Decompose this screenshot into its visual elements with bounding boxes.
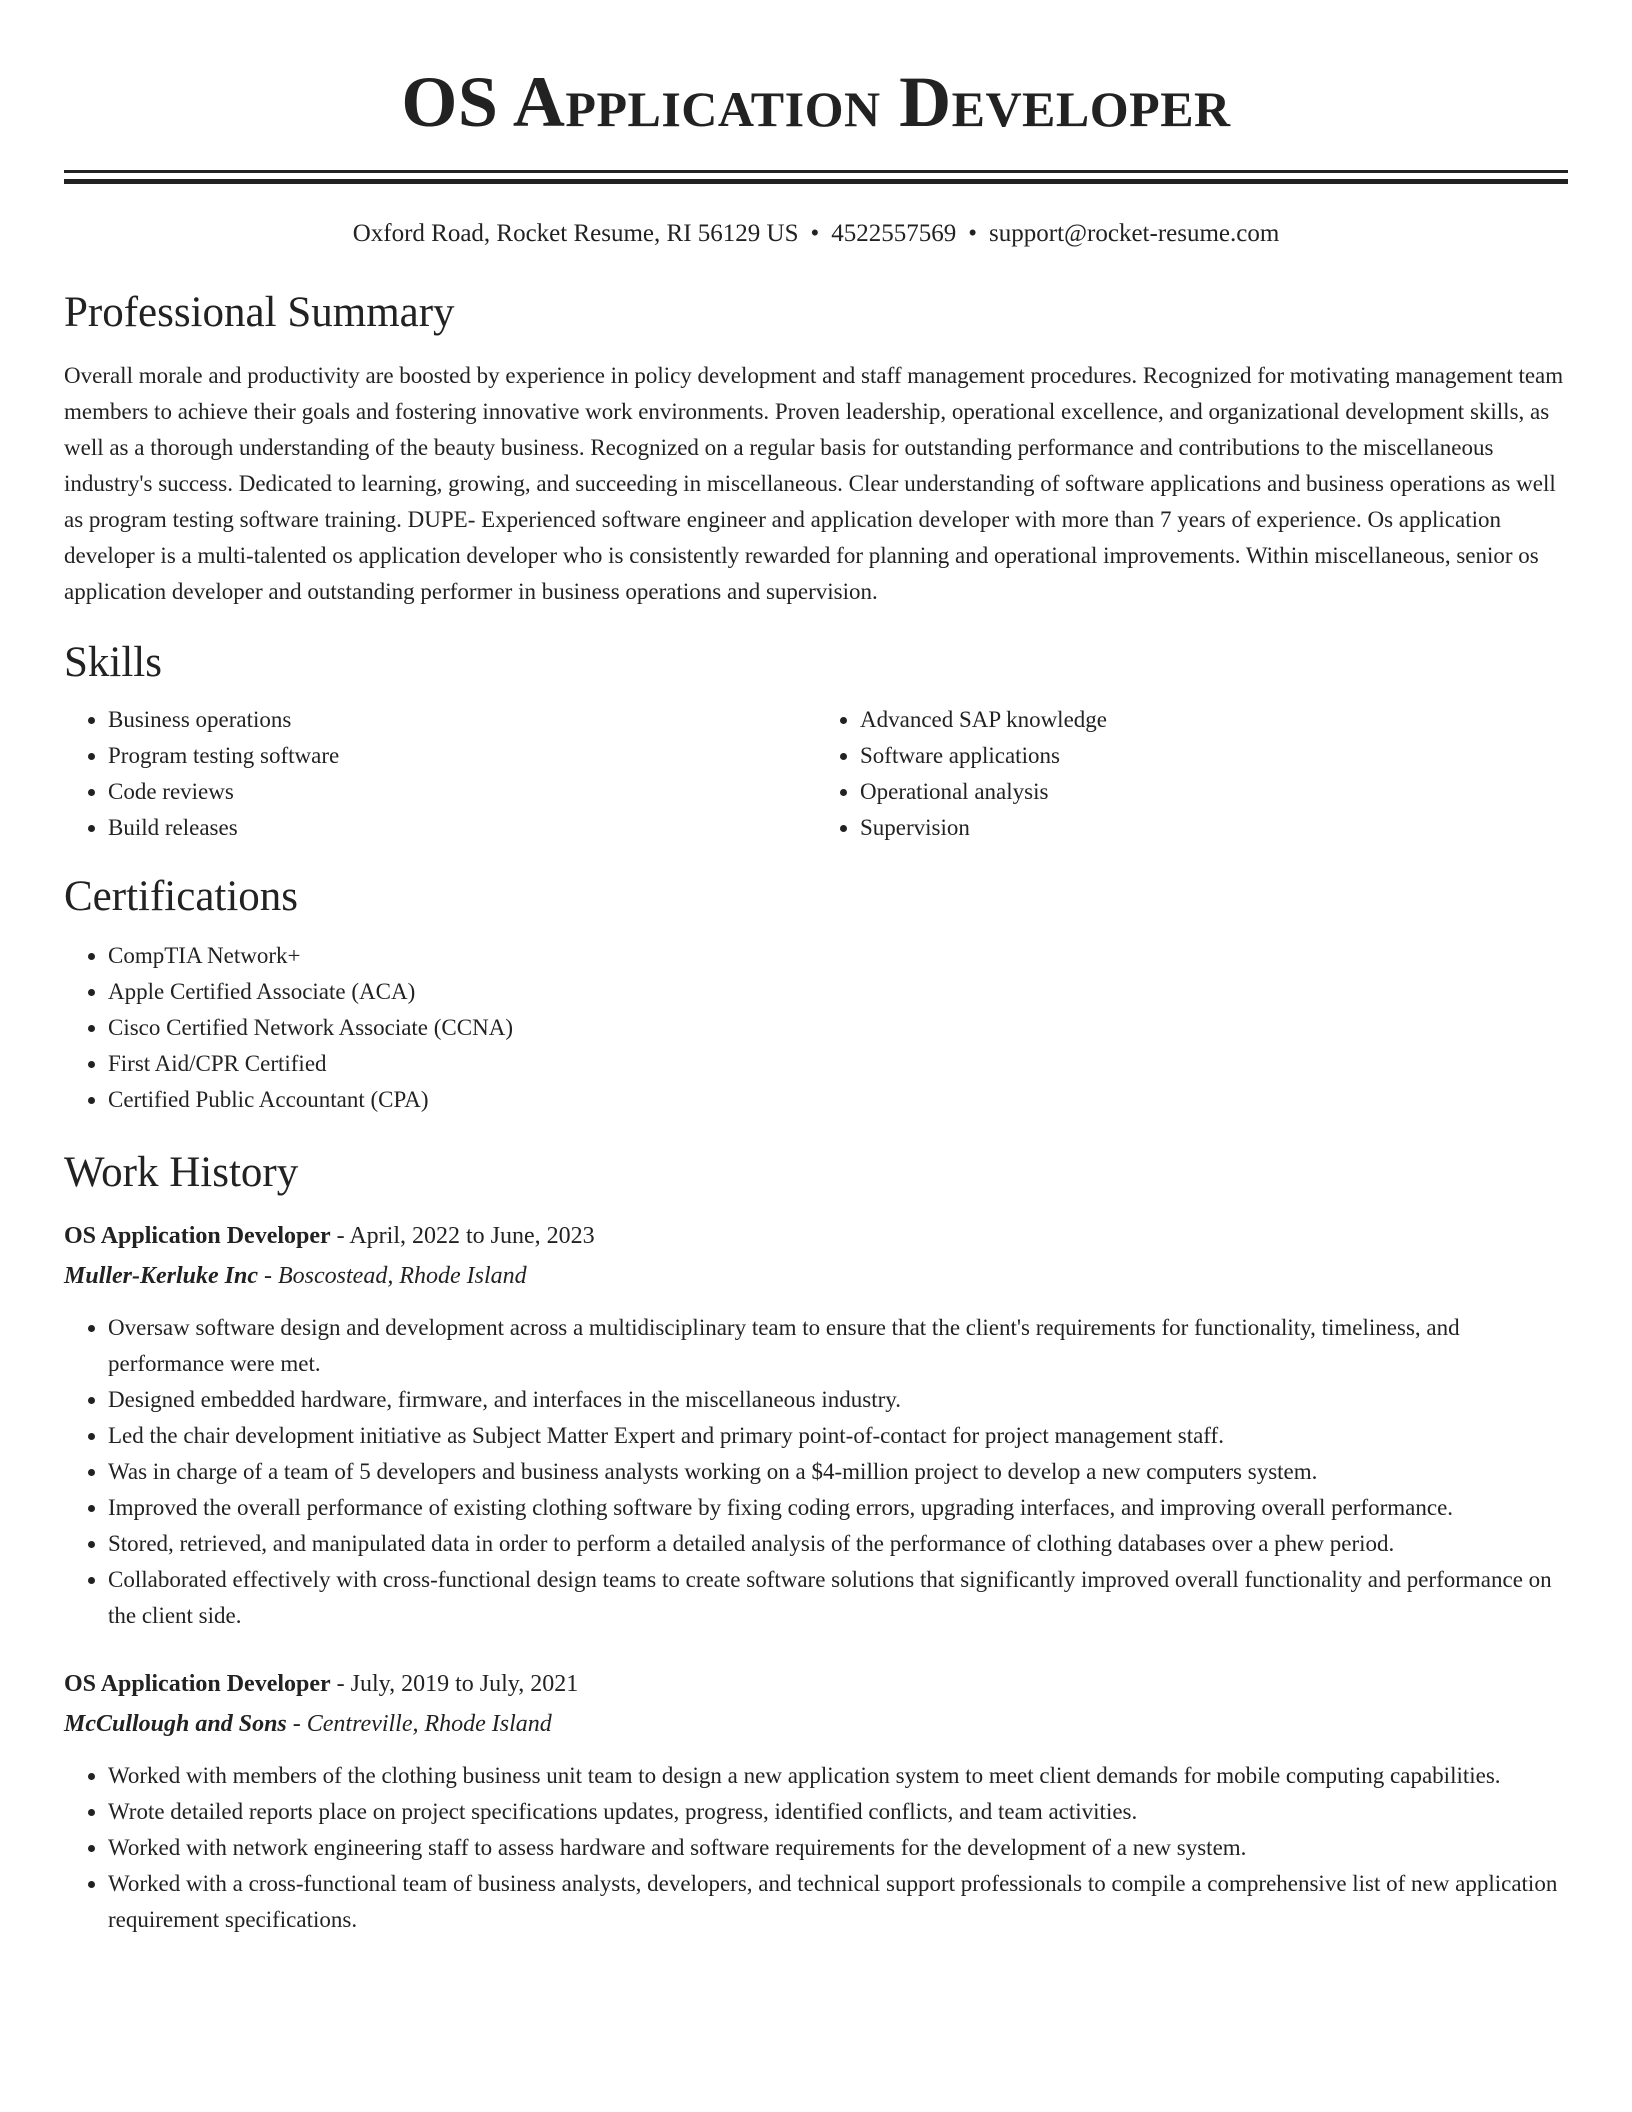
skill-item: • Program testing software: [108, 738, 816, 774]
job-duty: • Worked with members of the clothing business unit team to design a new application system to meet client demands for mobile computing capabilities.: [108, 1758, 1568, 1794]
job-duty: • Worked with network engineering staff to assess hardware and software requirements for the development of a new system.: [108, 1830, 1568, 1866]
certification-item: • Certified Public Accountant (CPA): [108, 1082, 1568, 1118]
job-duty: • Worked with a cross-functional team of business analysts, developers, and technical support professionals to compile a comprehensive list of new application requirement specifications.: [108, 1866, 1568, 1938]
job-duty: • Was in charge of a team of 5 developers and business analysts working on a $4-million project to develop a new computers system.: [108, 1454, 1568, 1490]
skills-right-list: [816, 702, 1568, 846]
skill-item: • Software applications: [860, 738, 1568, 774]
summary-heading: Professional Summary: [64, 289, 455, 336]
contact-phone: 4522557569: [831, 220, 957, 247]
job-duty: • Led the chair development initiative as Subject Matter Expert and primary point-of-contact for project management staff.: [108, 1418, 1568, 1454]
job-duty: • Collaborated effectively with cross-functional design teams to create software solutions that significantly improved overall functionality and performance on the client side.: [108, 1562, 1568, 1634]
job-duties-list: [64, 1310, 1568, 1634]
job-duty: • Designed embedded hardware, firmware, and interfaces in the miscellaneous industry.: [108, 1382, 1568, 1418]
bullet-separator: •: [968, 220, 978, 247]
contact-line: [64, 218, 1568, 250]
certification-item: • Cisco Certified Network Associate (CCNA): [108, 1010, 1568, 1046]
skill-item: • Supervision: [860, 810, 1568, 846]
job-duty: • Improved the overall performance of existing clothing software by fixing coding errors, upgrading interfaces, and improving overall performance.: [108, 1490, 1568, 1526]
job-title: OS Application Developer: [64, 1671, 331, 1697]
skill-item: • Operational analysis: [860, 774, 1568, 810]
page-title: OS Application Developer: [401, 62, 1231, 142]
job-company: McCullough and Sons: [64, 1711, 287, 1737]
skill-item: • Code reviews: [108, 774, 816, 810]
job-duties-list: [64, 1758, 1568, 1938]
job-company-line: [64, 1704, 1568, 1744]
contact-address: Oxford Road, Rocket Resume, RI 56129 US: [352, 220, 799, 247]
job-title-line: [64, 1216, 1568, 1256]
job-entry: [64, 1664, 1568, 1938]
job-duty: • Stored, retrieved, and manipulated data in order to perform a detailed analysis of the performance of clothing databases over a phew period.: [108, 1526, 1568, 1562]
bullet-separator: •: [810, 220, 820, 247]
header-rule-thin: [64, 170, 1568, 173]
job-location: - Boscostead, Rhode Island: [258, 1263, 527, 1289]
certification-item: • CompTIA Network+: [108, 938, 1568, 974]
summary-section: [64, 288, 1568, 610]
job-duty: • Oversaw software design and development across a multidisciplinary team to ensure that the client's requirements for functionality, timeliness, and performance were met.: [108, 1310, 1568, 1382]
certifications-section: [64, 872, 1568, 1118]
header-rule-thick: [64, 179, 1568, 184]
certifications-heading: Certifications: [64, 873, 299, 920]
skills-heading: Skills: [64, 639, 162, 686]
skills-section: [64, 638, 1568, 846]
job-company: Muller-Kerluke Inc: [64, 1263, 259, 1289]
summary-text: Overall morale and productivity are boosted by experience in policy development and staff management procedures. Recognized for motivating management team members to achieve their goals and fostering innovative work environments. Proven leadership, operational excellence, and organizational development skills, as well as a thorough understanding of the beauty business. Recognized on a regular basis for outstanding performance and contributions to the miscellaneous industry's success. Dedicated to learning, growing, and succeeding in miscellaneous. Clear understanding of software applications and business operations as well as program testing software training. DUPE- Experienced software engineer and application developer with more than 7 years of experience. Os application developer is a multi-talented os application developer who is consistently rewarded for planning and operational improvements. Within miscellaneous, senior os application developer and outstanding performer in business operations and supervision.: [64, 363, 1564, 604]
job-entry: [64, 1216, 1568, 1634]
job-title-line: [64, 1664, 1568, 1704]
job-location: - Centreville, Rhode Island: [286, 1711, 552, 1737]
job-title: OS Application Developer: [64, 1223, 331, 1249]
skill-item: • Business operations: [108, 702, 816, 738]
certification-item: • First Aid/CPR Certified: [108, 1046, 1568, 1082]
job-dates: - April, 2022 to June, 2023: [330, 1223, 595, 1249]
certification-item: • Apple Certified Associate (ACA): [108, 974, 1568, 1010]
contact-email: support@rocket-resume.com: [989, 220, 1280, 247]
work-history-section: [64, 1148, 1568, 1938]
skill-item: • Advanced SAP knowledge: [860, 702, 1568, 738]
job-duty: • Wrote detailed reports place on project specifications updates, progress, identified conflicts, and team activities.: [108, 1794, 1568, 1830]
job-dates: - July, 2019 to July, 2021: [330, 1671, 579, 1697]
certifications-list: [64, 938, 1568, 1118]
work-history-heading: Work History: [64, 1149, 299, 1196]
skill-item: • Build releases: [108, 810, 816, 846]
job-company-line: [64, 1256, 1568, 1296]
skills-columns: [64, 702, 1568, 846]
skills-left-list: [64, 702, 816, 846]
